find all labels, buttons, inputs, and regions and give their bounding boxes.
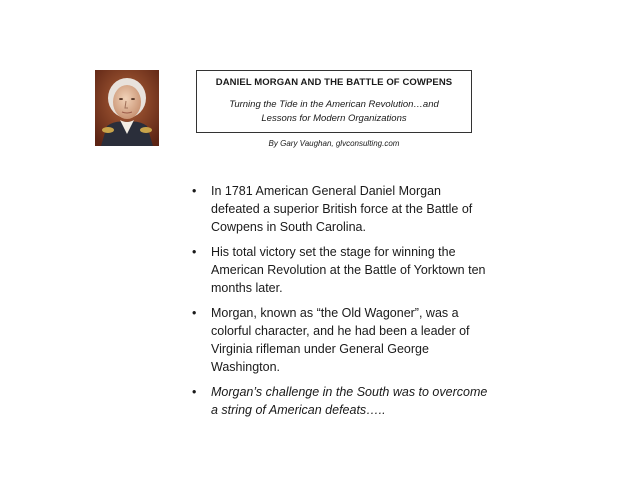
author-byline: By Gary Vaughan, glvconsulting.com xyxy=(268,139,400,148)
bullet-text: Morgan’s challenge in the South was to overcome a string of American defeats….. xyxy=(211,385,488,417)
daniel-morgan-portrait xyxy=(95,70,159,146)
bullet-marker: • xyxy=(192,184,197,198)
bullet-item xyxy=(190,383,490,419)
bullet-text: In 1781 American General Daniel Morgan defeated a superior British force at the Battle of Cowpens in South Carolina. xyxy=(211,184,473,234)
title-box xyxy=(196,70,472,133)
bullet-list xyxy=(190,182,490,426)
page-title: DANIEL MORGAN AND THE BATTLE OF COWPENS xyxy=(215,77,453,88)
bullet-marker: • xyxy=(192,245,197,259)
bullet-item xyxy=(190,304,490,376)
subtitle-line-1: Turning the Tide in the American Revolution…and xyxy=(229,99,439,110)
bullet-text: Morgan, known as “the Old Wagoner”, was a colorful character, and he had been a leader of Virginia rifleman under General George Washington. xyxy=(211,306,470,374)
bullet-item xyxy=(190,243,490,297)
subtitle-line-2: Lessons for Modern Organizations xyxy=(261,113,407,124)
bullet-marker: • xyxy=(192,385,197,399)
bullet-marker: • xyxy=(192,306,197,320)
page-subtitle xyxy=(197,98,471,126)
bullet-text: His total victory set the stage for winning the American Revolution at the Battle of Yorktown ten months later. xyxy=(211,245,486,295)
bullet-item xyxy=(190,182,490,236)
